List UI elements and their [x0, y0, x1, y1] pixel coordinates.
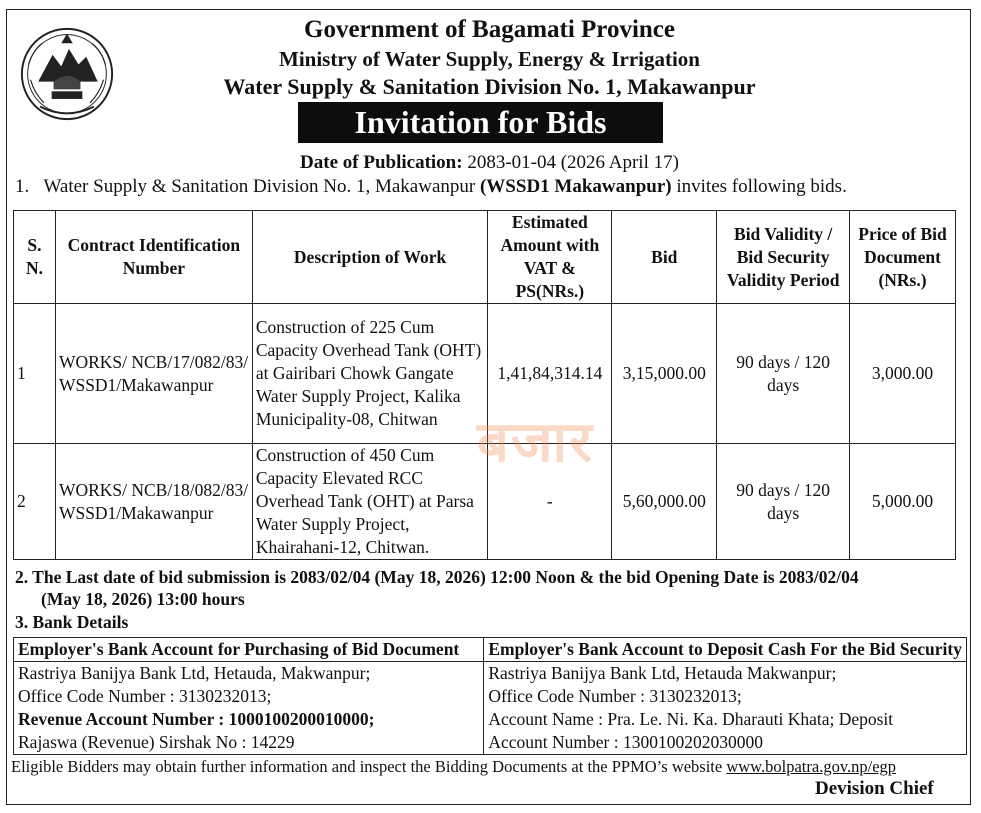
- header-estimated-amount: Estimated Amount with VAT & PS(NRs.): [488, 211, 612, 304]
- publication-label: Date of Publication:: [300, 152, 463, 173]
- publication-date-line: [7, 152, 972, 174]
- cell-validity: 90 days / 120 days: [717, 304, 850, 444]
- cell-sn: 1: [14, 304, 56, 444]
- cell-contract-id: WORKS/ NCB/17/082/83/ WSSD1/Makawanpur: [55, 304, 252, 444]
- bank-left-cell: [14, 662, 484, 755]
- cell-description: Construction of 450 Cum Capacity Elevated RCC Overhead Tank (OHT) at Parsa Water Supply Project, Khairahani-12, Chitwan.: [252, 444, 488, 560]
- paragraph-1-text: Water Supply & Sanitation Division No. 1, Makawanpur: [43, 176, 480, 197]
- cell-price: 5,000.00: [850, 444, 956, 560]
- cell-bid: 5,60,000.00: [612, 444, 717, 560]
- table-header-row: [14, 211, 956, 304]
- bids-table: [13, 210, 956, 560]
- eligibility-note: [11, 757, 896, 777]
- bank-header-row: [14, 638, 967, 662]
- paragraph-1: [15, 176, 847, 198]
- bank-left-line: Rajaswa (Revenue) Sirshak No : 14229: [18, 732, 295, 752]
- cell-contract-id: WORKS/ NCB/18/082/83/ WSSD1/Makawanpur: [55, 444, 252, 560]
- paragraph-2: [15, 566, 955, 610]
- paragraph-2-line-1: 2. The Last date of bid submission is 2083/02/04 (May 18, 2026) 12:00 Noon & the bid Opening Date is 2083/02/04: [15, 567, 859, 587]
- bank-left-line: Office Code Number : 3130232013;: [18, 686, 272, 706]
- bank-header-left: Employer's Bank Account for Purchasing of Bid Document: [14, 638, 484, 662]
- cell-description: Construction of 225 Cum Capacity Overhead Tank (OHT) at Gairibari Chowk Gangate Water Supply Project, Kalika Municipality-08, Chitwan: [252, 304, 488, 444]
- paragraph-1-bold: (WSSD1 Makawanpur): [479, 176, 672, 197]
- bank-right-cell: [484, 662, 967, 755]
- paragraph-1-number: 1.: [15, 176, 30, 197]
- header-bid: Bid: [612, 211, 717, 304]
- cell-sn: 2: [14, 444, 56, 560]
- invitation-banner: Invitation for Bids: [298, 102, 663, 143]
- ministry-title: Ministry of Water Supply, Energy & Irrigation: [279, 47, 700, 71]
- revenue-account-line: Revenue Account Number : 1000100200010000;: [18, 709, 375, 729]
- header-description: Description of Work: [252, 211, 488, 304]
- eligibility-text: Eligible Bidders may obtain further information and inspect the Bidding Documents at the PPMO’s website: [11, 757, 727, 776]
- government-title: Government of Bagamati Province: [304, 16, 675, 43]
- bank-right-line: Account Name : Pra. Le. Ni. Ka. Dharauti Khata; Deposit: [488, 709, 894, 729]
- publication-date: 2083-01-04 (2026 April 17): [467, 152, 679, 173]
- bid-notice: [6, 9, 971, 805]
- cell-bid: 3,15,000.00: [612, 304, 717, 444]
- header-sn: S. N.: [14, 211, 56, 304]
- cell-validity: 90 days / 120 days: [717, 444, 850, 560]
- cell-estimated-amount: -: [488, 444, 612, 560]
- ppmo-website-link[interactable]: www.bolpatra.gov.np/egp: [726, 757, 897, 776]
- paragraph-2-line-2: (May 18, 2026) 13:00 hours: [41, 589, 245, 609]
- bank-left-line: Rastriya Banijya Bank Ltd, Hetauda, Makwanpur;: [18, 663, 371, 683]
- division-title: Water Supply & Sanitation Division No. 1, Makawanpur: [223, 74, 756, 99]
- header-price: Price of Bid Document (NRs.): [850, 211, 956, 304]
- signature: Devision Chief: [815, 778, 934, 799]
- bank-body-row: [14, 662, 967, 755]
- paragraph-3: 3. Bank Details: [15, 612, 129, 632]
- watermark: बजार: [477, 410, 594, 475]
- bank-right-line: Account Number : 1300100202030000: [488, 732, 763, 752]
- header-validity: Bid Validity / Bid Security Validity Period: [717, 211, 850, 304]
- bank-right-line: Office Code Number : 3130232013;: [488, 686, 742, 706]
- header-contract-id: Contract Identification Number: [55, 211, 252, 304]
- paragraph-1-text-end: invites following bids.: [671, 176, 847, 197]
- bank-right-line: Rastriya Banijya Bank Ltd, Hetauda Makwanpur;: [488, 663, 837, 683]
- cell-estimated-amount: 1,41,84,314.14: [488, 304, 612, 444]
- cell-price: 3,000.00: [850, 304, 956, 444]
- bank-details-table: [13, 637, 967, 755]
- bank-header-right: Employer's Bank Account to Deposit Cash For the Bid Security: [484, 638, 967, 662]
